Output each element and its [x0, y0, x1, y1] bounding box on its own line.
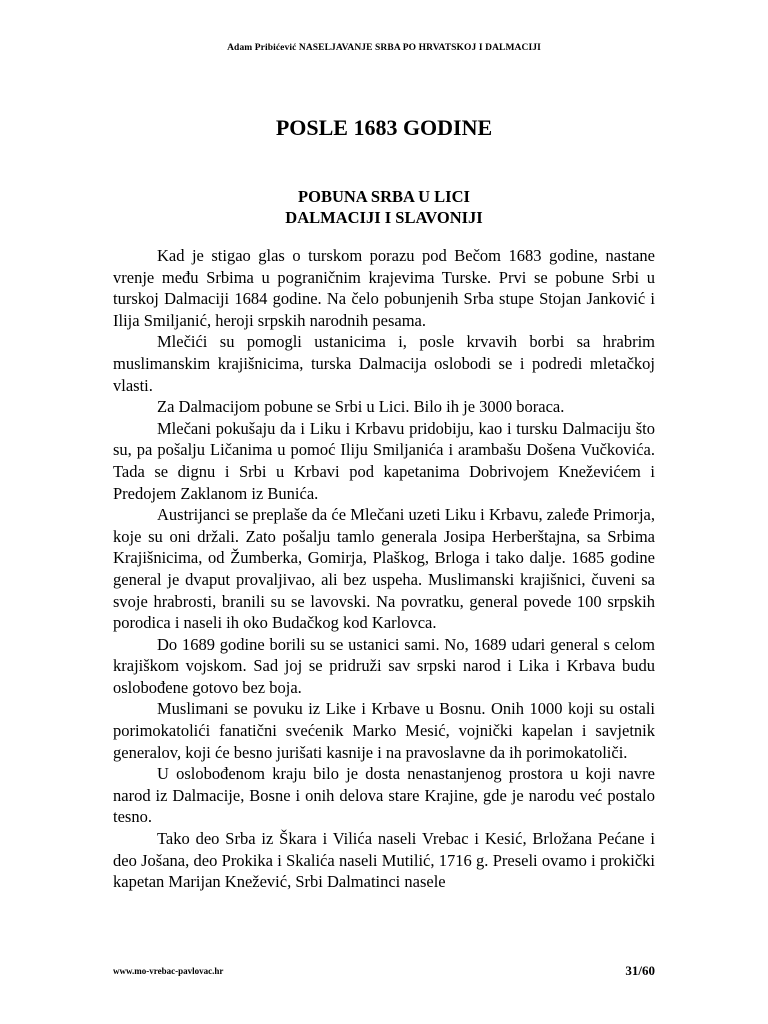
section-title-line-1: POBUNA SRBA U LICI — [298, 187, 470, 206]
paragraph: U oslobođenom kraju bilo je dosta nenastanjenog prostora u koji navre narod iz Dalmacije, Bosne i onih delova stare Krajine, gde je narodu već postalo tesno. — [113, 764, 655, 827]
footer-website: www.mo-vrebac-pavlovac.hr — [113, 966, 224, 976]
paragraph: Do 1689 godine borili su se ustanici sami. No, 1689 udari general s celom krajiškom vojskom. Sad joj se pridruži sav srpski narod i Lika i Krbava budu oslobođene gotovo bez boja. — [113, 634, 655, 697]
paragraph: Kad je stigao glas o turskom porazu pod Bečom 1683 godine, nastane vrenje među Srbima u pograničnim krajevima Turske. Prvi se pobune Srbi u turskoj Dalmaciji 1684 godine. Na čelo pobunjenih Srba stupe Stojan Janković i Ilija Smiljanić, heroji srpskih narodnih pesama. — [113, 246, 655, 330]
paragraph: Muslimani se povuku iz Like i Krbave u Bosnu. Onih 1000 koji su ostali porimokatolići fanatični svećenik Marko Mesić, vojnički kapelan i savjetnik generalov, koji će besno jurišati kasnije i na pravoslavne da ih porimokatoliči. — [113, 699, 655, 762]
section-title — [0, 186, 768, 228]
chapter-title: POSLE 1683 GODINE — [275, 115, 493, 140]
paragraph: Mlečići su pomogli ustanicima i, posle krvavih borbi sa hrabrim muslimanskim krajišnicima, turska Dalmacija oslobodi se i podredi mletačkoj vlasti. — [113, 332, 655, 395]
running-header: Adam Pribićević NASELJAVANJE SRBA PO HRVATSKOJ I DALMACIJI — [227, 43, 541, 53]
paragraph: Za Dalmacijom pobune se Srbi u Lici. Bilo ih je 3000 boraca. — [157, 397, 565, 417]
paragraph: Austrijanci se preplaše da će Mlečani uzeti Liku i Krbavu, zaleđe Primorja, koje su oni držali. Zato pošalju tamlo generala Josipa Herberštajna, sa Srbima Krajišnicima, od Žumberka, Gomirja, Plaškog, Brloga i tako dalje. 1685 godine general je dvaput provaljivao, ali bez uspeha. Muslimanski krajišnici, čuveni sa svoje hrabrosti, branili su se lavovski. Na povratku, general povede 100 srpskih porodica i naseli ih oko Budačkog kod Karlovca. — [113, 505, 655, 633]
paragraph: Tako deo Srba iz Škara i Vilića naseli Vrebac i Kesić, Brložana Pećane i deo Jošana, deo Prokika i Skalića naseli Mutilić, 1716 g. Preseli ovamo i prokički kapetan Marijan Knežević, Srbi Dalmatinci nasele — [113, 829, 655, 892]
paragraph: Mlečani pokušaju da i Liku i Krbavu pridobiju, kao i tursku Dalmaciju što su, pa pošalju Ličanima u pomoć Iliju Smiljanića i arambašu Došena Vučkovića. Tada se dignu i Srbi u Krbavi pod kapetanima Dobrivojem Kneževićem i Predojem Zaklanom iz Bunića. — [113, 418, 655, 503]
page-number: 31/60 — [625, 963, 655, 978]
body-text — [113, 245, 655, 893]
section-title-line-2: DALMACIJI I SLAVONIJI — [285, 208, 483, 227]
